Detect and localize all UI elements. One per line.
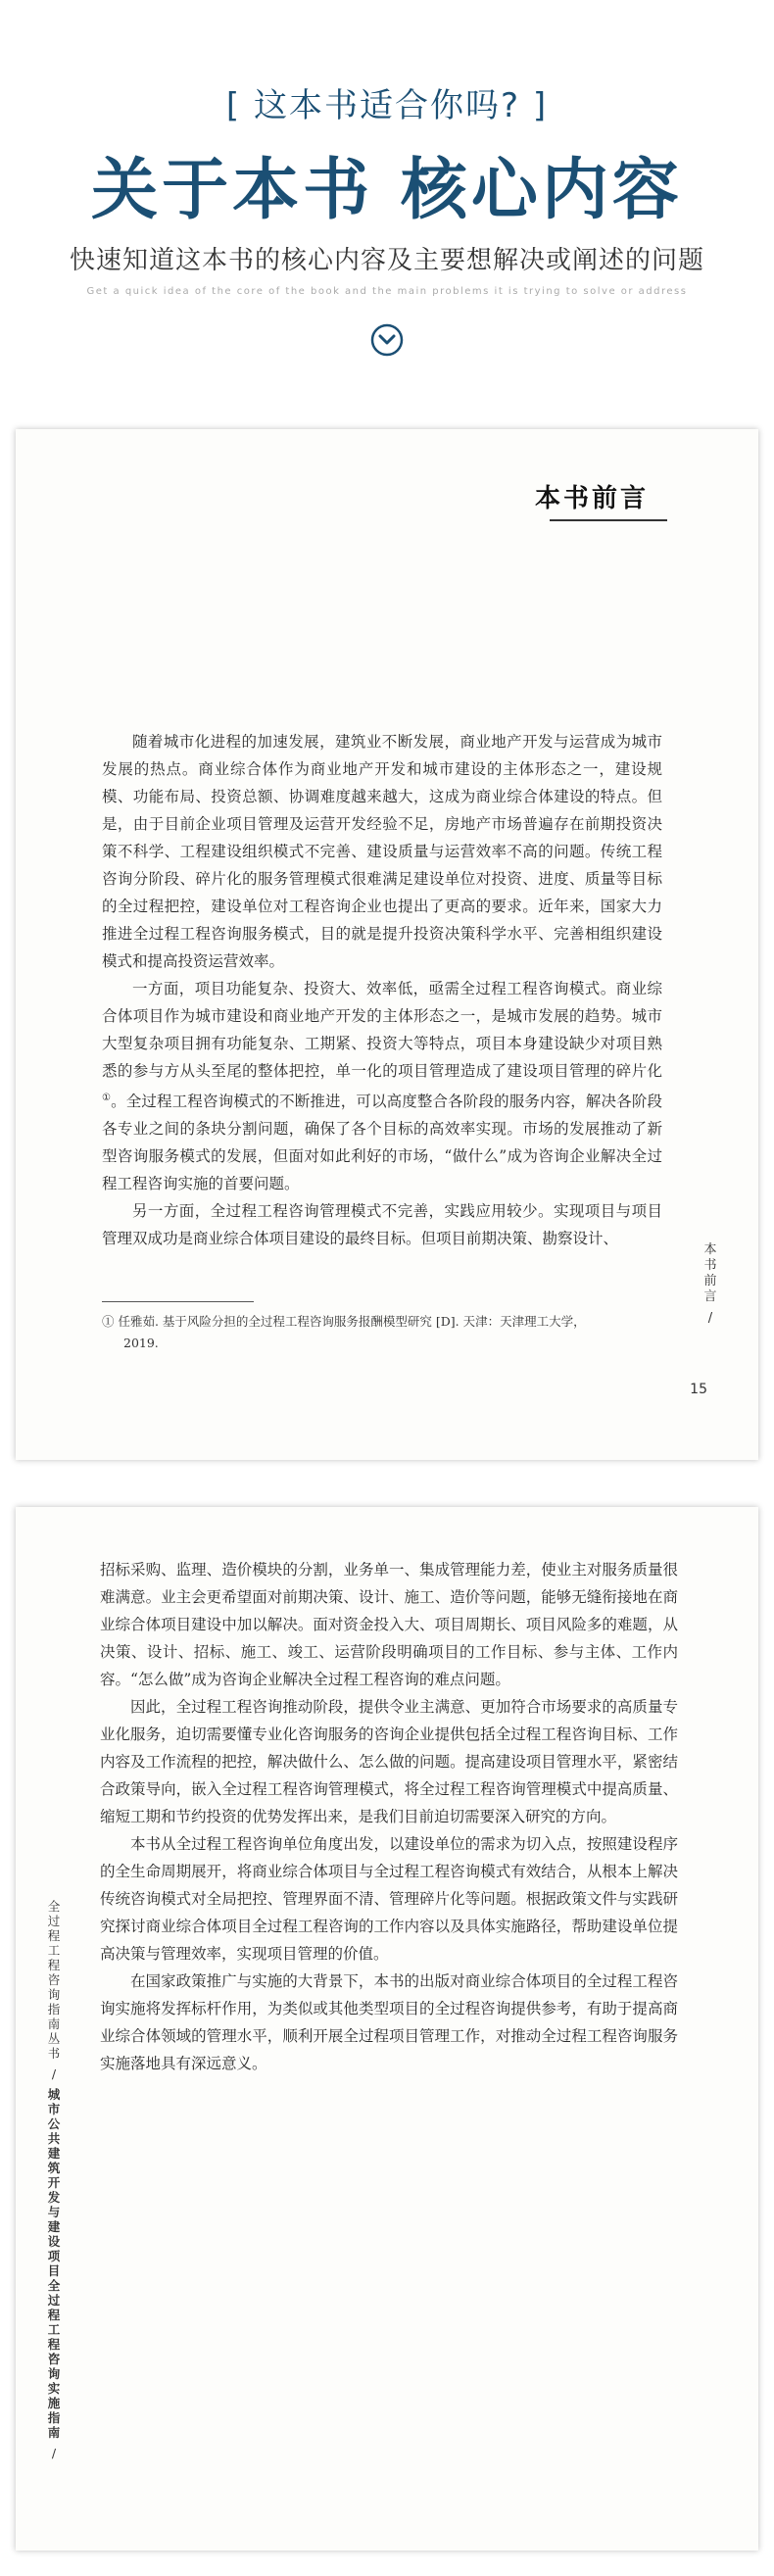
section-title-underline	[550, 519, 667, 521]
series-name: 全过程工程咨询指南丛书	[47, 1899, 61, 2061]
running-side-label	[701, 1242, 719, 1327]
side-slash: /	[707, 1311, 713, 1326]
paragraph: 随着城市化进程的加速发展，建筑业不断发展，商业地产开发与运营成为城市发展的热点。商业综合体作为商业地产开发和城市建设的主体形态之一，建设规模、功能布局、投资总额、协调难度越来越大，这成为商业综合体建设的特点。但是，由于目前企业项目管理及运营开发经验不足，房地产市场普遍存在前期投资决策不科学、工程建设组织模式不完善、建设质量与运营效率不高的问题。传统工程咨询分阶段、碎片化的服务管理模式很难满足建设单位对投资、进度、质量等目标的全过程把控，建设单位对工程咨询企业也提出了更高的要求。近年来，国家大力推进全过程工程咨询服务模式，目的就是提升投资决策科学水平、完善相组织建设模式和提高投资运营效率。	[102, 733, 662, 970]
paragraph-text: 全过程工程咨询模式的不断推进，可以高度整合各阶段的服务内容，解决各阶段各专业之间的条块分割问题，确保了各个目标的高效率实现。市场的发展推动了新型咨询服务模式的发展，但面对如此利好的市场，“做什么”成为咨询企业解决全过程工程咨询实施的首要问题。	[102, 1093, 662, 1193]
book-page-continued	[16, 1507, 758, 2551]
side-slash: /	[51, 2066, 57, 2081]
page-subtitle: 快速知道这本书的核心内容及主要想解决或阐述的问题	[69, 246, 704, 275]
book-title: 城市公共建筑开发与建设项目全过程工程咨询实施指南	[47, 2087, 61, 2440]
paragraph: 另一方面，全过程工程咨询管理模式不完善，实践应用较少。实现项目与项目管理双成功是商业综合体项目建设的最终目标。但项目前期决策、勘察设计、	[102, 1202, 662, 1248]
book-page-preface	[16, 429, 758, 1460]
paragraph: 本书从全过程工程咨询单位角度出发，以建设单位的需求为切入点，按照建设程序的全生命周期展开，将商业综合体项目与全过程工程咨询模式有效结合，从根本上解决传统咨询模式对全局把控、管理界面不清、管理碎片化等问题。根据政策文件与实践研究探讨商业综合体项目全过程工程咨询的工作内容以及具体实施路径，帮助建设单位提高决策与管理效率，实现项目管理的价值。	[100, 1835, 678, 1963]
tagline-text: 这本书适合你吗?	[253, 86, 521, 125]
page-number: 15	[690, 1382, 707, 1397]
bracket-open: [	[225, 86, 242, 125]
running-side-title	[43, 1899, 65, 2466]
section-title: 本书前言	[534, 484, 649, 513]
page-title: 关于本书 核心内容	[91, 151, 683, 229]
footnote-marker: ①	[102, 1093, 112, 1103]
preface-body	[102, 728, 662, 1252]
paragraph: 因此，全过程工程咨询推动阶段，提供令业主满意、更加符合市场要求的高质量专业化服务，迫切需要懂专业化咨询服务的咨询企业提供包括全过程工程咨询目标、工作内容及工作流程的把控，解决做什么、怎么做的问题。提高建设项目管理水平，紧密结合政策导向，嵌入全过程工程咨询管理模式，将全过程工程咨询管理模式中提高质量、缩短工期和节约投资的优势发挥出来，是我们目前迫切需要深入研究的方向。	[100, 1698, 678, 1825]
book-intro-header	[0, 0, 774, 412]
footnote	[102, 1311, 670, 1354]
chevron-down-circle-icon	[370, 323, 404, 357]
paragraph: 一方面，项目功能复杂、投资大、效率低，亟需全过程工程咨询模式。商业综合体项目作为城市建设和商业地产开发的主体形态之一，是城市发展的趋势。城市大型复杂项目拥有功能复杂、工期紧、投资大等特点，项目本身建设缺少对项目熟悉的参与方从头至尾的整体把控，单一化的项目管理造成了建设项目管理的碎片化①。全过程工程咨询模式的不断推进，可以高度整合各阶段的服务内容，解决各阶段各专业之间的条块分割问题，确保了各个目标的高效率实现。市场的发展推动了新型咨询服务模式的发展，但面对如此利好的市场，“做什么”成为咨询企业解决全过程工程咨询实施的首要问题。	[102, 980, 662, 1193]
side-slash: /	[51, 2446, 57, 2460]
paragraph: 在国家政策推广与实施的大背景下，本书的出版对商业综合体项目的全过程工程咨询实施将发挥标杆作用，为类似或其他类型项目的全过程咨询提供参考，有助于提高商业综合体领域的管理水平，顺利开展全过程项目管理工作，对推动全过程工程咨询服务实施落地具有深远意义。	[100, 1972, 678, 2072]
continued-body	[100, 1556, 678, 2077]
footnote-text: ① 任雅茹. 基于风险分担的全过程工程咨询服务报酬模型研究 [D]. 天津：天津理工大学，	[102, 1314, 586, 1329]
footnote-divider	[102, 1301, 254, 1302]
bracket-close: ]	[532, 86, 549, 125]
paragraph-text: 一方面，项目功能复杂、投资大、效率低，亟需全过程工程咨询模式。商业综合体项目作为城市建设和商业地产开发的主体形态之一，是城市发展的趋势。城市大型复杂项目拥有功能复杂、工期紧、投资大等特点，项目本身建设缺少对项目熟悉的参与方从头至尾的整体把控，单一化的项目管理造成了建设项目管理的碎片化	[102, 980, 662, 1080]
paragraph: 招标采购、监理、造价模块的分割，业务单一、集成管理能力差，使业主对服务质量很难满意。业主会更希望面对前期决策、设计、施工、造价等问题，能够无缝衔接地在商业综合体项目建设中加以解决。面对资金投入大、项目周期长、项目风险多的难题，从决策、设计、招标、施工、竣工、运营阶段明确项目的工作目标、参与主体、工作内容。“怎么做”成为咨询企业解决全过程工程咨询的难点问题。	[100, 1561, 678, 1688]
tagline	[0, 78, 774, 126]
side-label-text: 本书前言	[703, 1242, 717, 1304]
footnote-year: 2019.	[123, 1336, 159, 1350]
english-subtitle: Get a quick idea of the core of the book and the main problems it is trying to solve or address	[86, 286, 688, 297]
